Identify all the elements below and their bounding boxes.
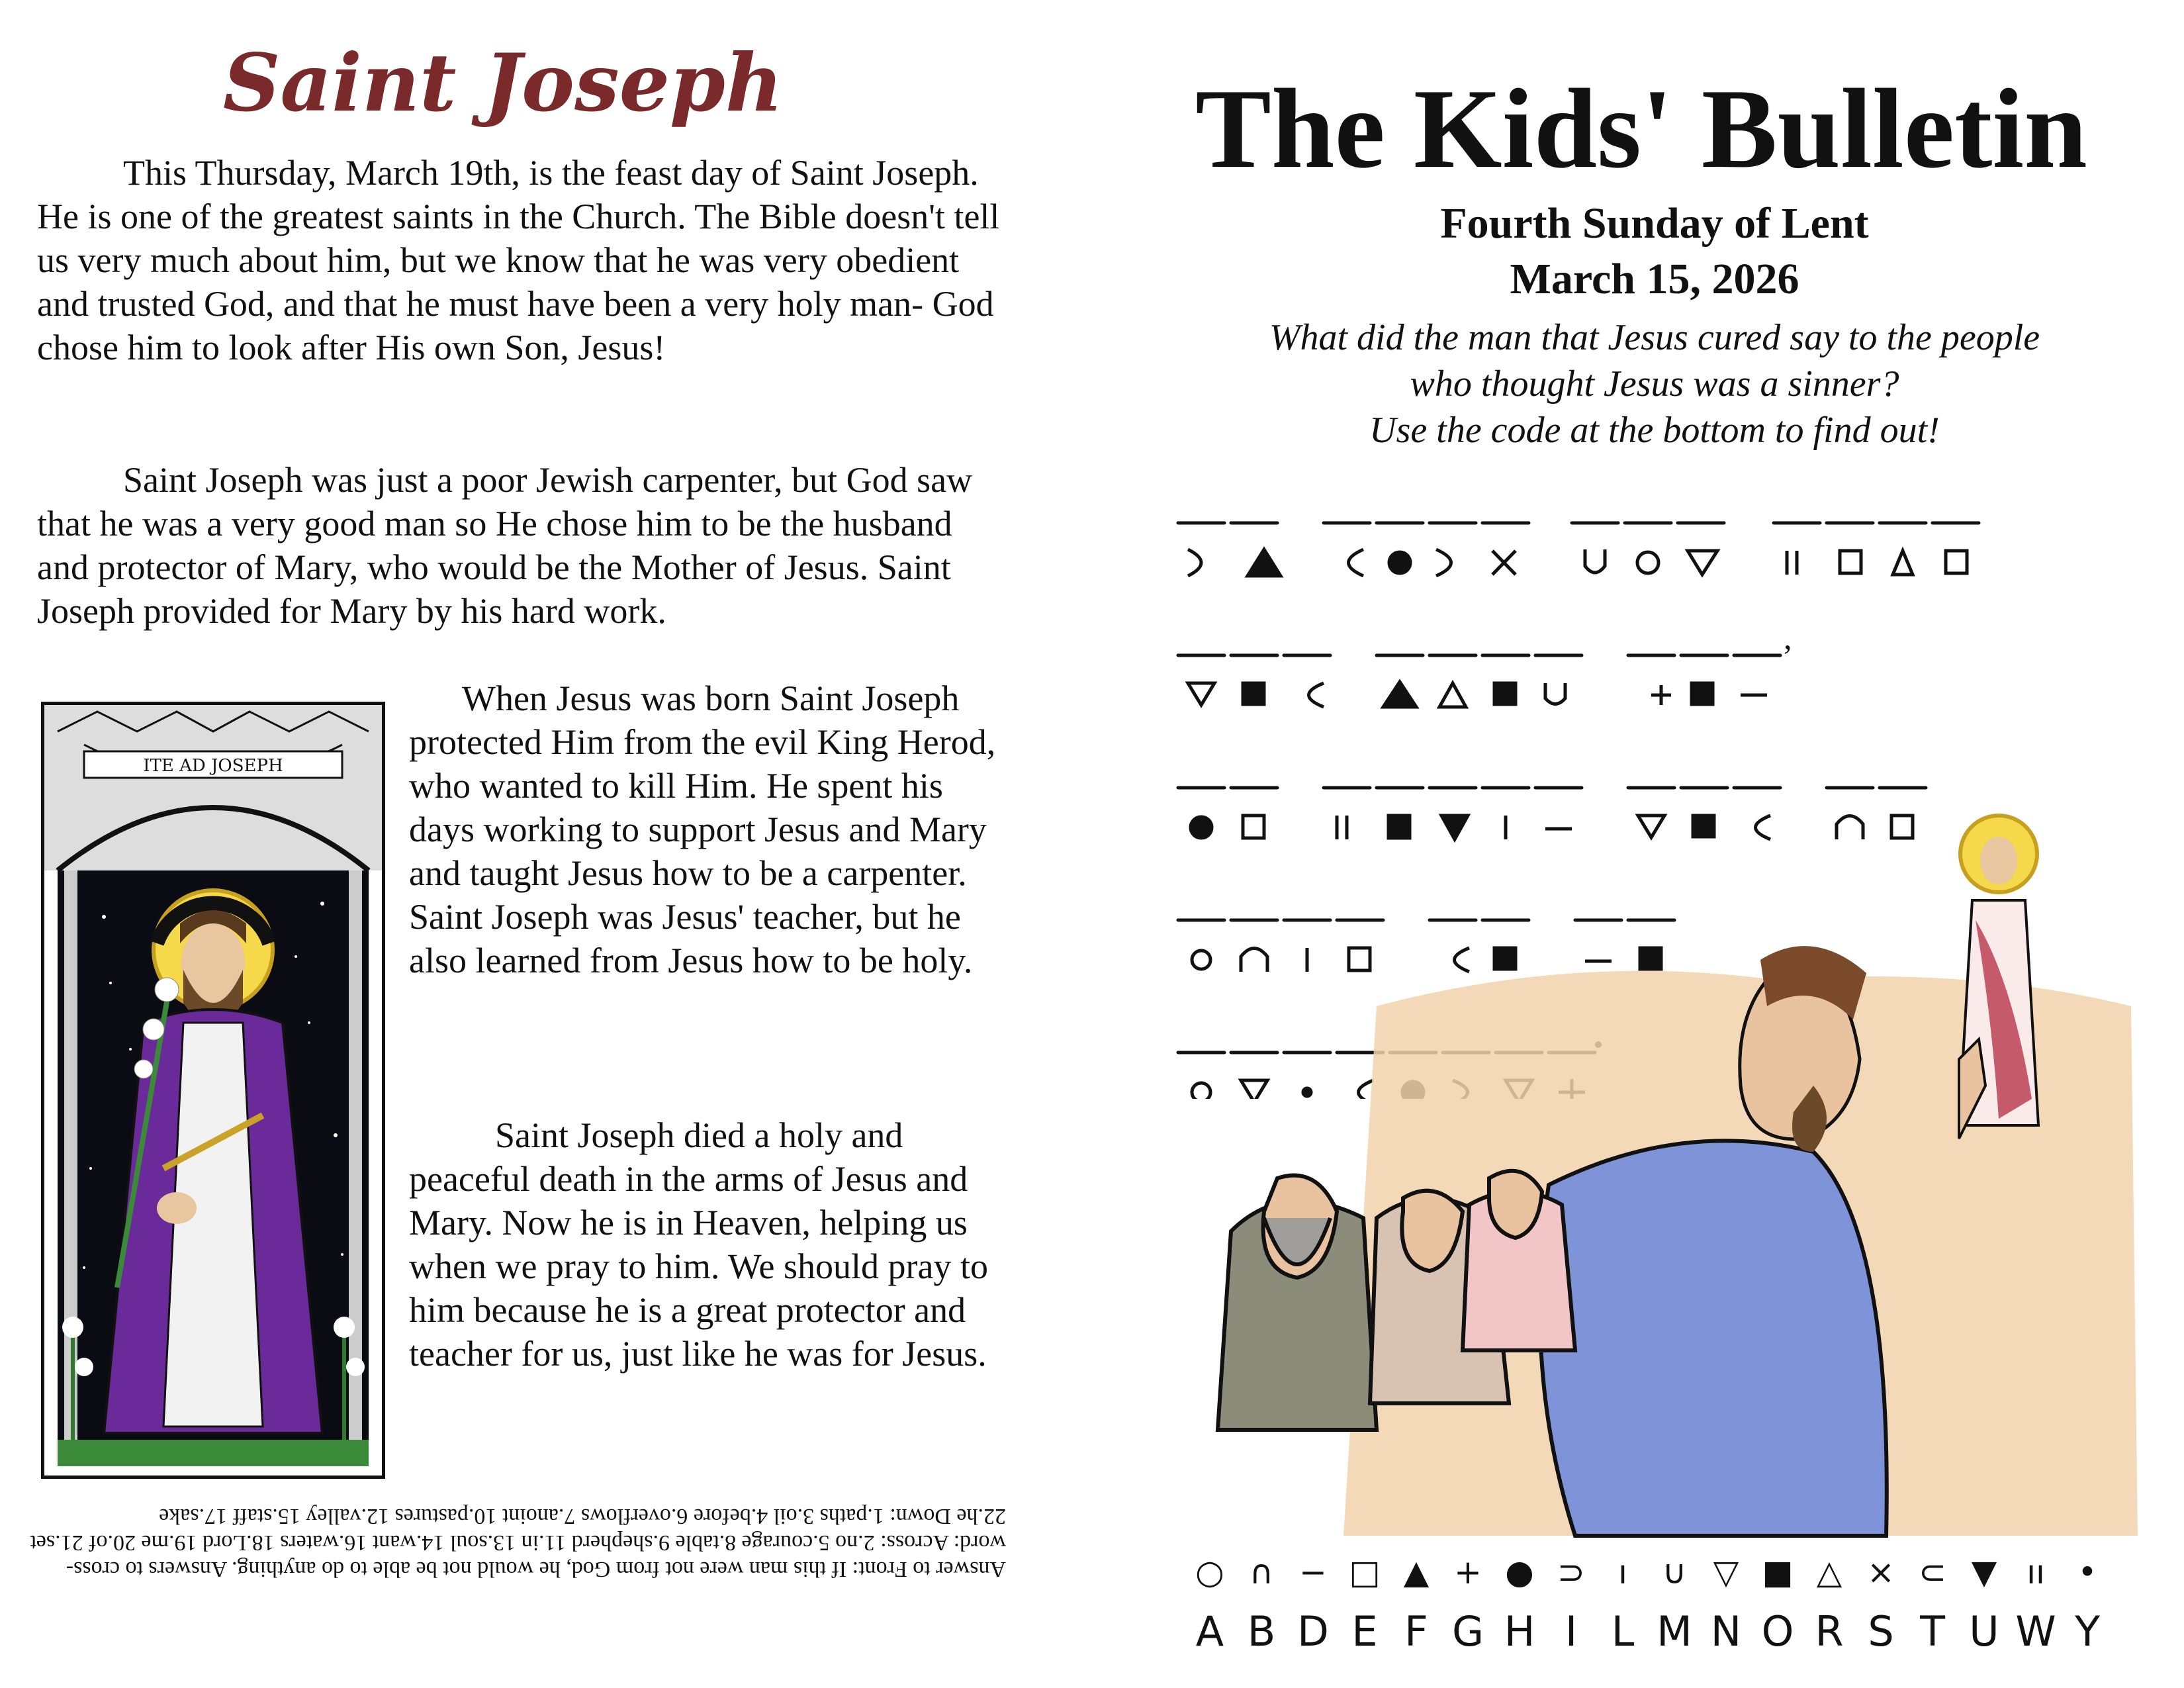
key-letter: R <box>1815 1607 1844 1656</box>
symbol-hook-left: ⊂ <box>1919 1553 1946 1591</box>
question-line: Use the code at the bottom to find out! <box>1369 410 1940 451</box>
bulletin-title: The Kids' Bulletin <box>1195 66 2087 192</box>
key-letter: A <box>1195 1607 1224 1656</box>
paragraph-protector <box>409 677 1005 982</box>
symbol-square-filled: ■ <box>1762 1553 1794 1591</box>
key-letter: W <box>2015 1607 2056 1656</box>
symbol-plus: + <box>1454 1553 1482 1591</box>
key-letter: U <box>1969 1607 1999 1656</box>
paragraph-text: This Thursday, March 19th, is the feast day of Saint Joseph. He is one of the greatest saints in the Church. The Bible doesn't tell us very much about him, but we know that he was very obedient and trusted God, and that he must have been a very holy man- God chose him to look after His own Son, Jesus! <box>37 153 1000 367</box>
key-letter: T <box>1920 1607 1945 1656</box>
key-letter: F <box>1404 1607 1428 1656</box>
cipher-code-key <box>1185 1542 2124 1675</box>
key-letter: O <box>1761 1607 1794 1656</box>
healed-man-illustration <box>1178 808 2171 1542</box>
paragraph-text: Saint Joseph died a holy and peaceful death in the arms of Jesus and Mary. Now he is in Heaven, helping us when we pray to him. We should pray to him because he is a great protector and teacher for us, just like he was for Jesus. <box>409 1115 988 1374</box>
key-letter: D <box>1297 1607 1329 1656</box>
saint-joseph-holy-card <box>41 702 385 1479</box>
upside-down-answers: Answer to Front: If this man were not from God, he would not be able to do anything. Answers to cross-word: Across: 2.no 5.courage 8.table 9.shepherd 11.in 13.soul 14.want 16.waters 18.Lord 19.me 20.of 21.set 22.he Down: 1.paths 3.oil 4.before 6.overflows 7.anoint 10.pastures 12.valley 15.staff 17.sake <box>30 1504 1006 1581</box>
key-letter: I <box>1565 1607 1578 1656</box>
bulletin-date: March 15, 2026 <box>1510 255 1799 303</box>
symbol-dot: ● <box>1505 1553 1534 1591</box>
key-letter: N <box>1710 1607 1742 1656</box>
symbol-triangle: ▲ <box>1403 1553 1430 1591</box>
symbol-small-dot: • <box>2077 1553 2097 1591</box>
symbol-cup: ∪ <box>1662 1553 1687 1591</box>
symbol-triangle-down-outline: ▽ <box>1713 1553 1739 1591</box>
symbol-circle: ○ <box>1195 1553 1224 1591</box>
symbol-arch: ∩ <box>1249 1553 1274 1591</box>
paragraph-text: Saint Joseph was just a poor Jewish carpenter, but God saw that he was a very good man so He chose him to be the husband and protector of Mary, who would be the Mother of Jesus. Saint Joseph provided for Mary by his hard work. <box>37 460 973 631</box>
key-letter: S <box>1868 1607 1894 1656</box>
paragraph-text: When Jesus was born Saint Joseph protected Him from the evil King Herod, who wanted to kill Him. He spent his days working to support Jesus and Mary and taught Jesus how to be a carpenter. Saint Joseph was Jesus' teacher, but he also learned from Jesus how to be holy. <box>409 679 996 980</box>
key-letter: H <box>1504 1607 1535 1656</box>
symbol-triangle-down: ▼ <box>1971 1553 1997 1591</box>
question-line: who thought Jesus was a sinner? <box>1410 363 1899 404</box>
key-letter: B <box>1247 1607 1276 1656</box>
key-letter: M <box>1657 1607 1692 1656</box>
paragraph-feast-day <box>37 151 1003 369</box>
saint-joseph-title: Saint Joseph <box>222 36 784 130</box>
symbol-triangle-outline: △ <box>1816 1553 1843 1591</box>
banner-text: ITE AD JOSEPH <box>143 756 283 776</box>
symbol-dash: − <box>1299 1553 1327 1591</box>
liturgical-day: Fourth Sunday of Lent <box>1440 199 1869 248</box>
paragraph-holy-death <box>409 1113 1005 1376</box>
symbol-double-bar: ıı <box>2026 1553 2045 1591</box>
key-letter: G <box>1451 1607 1484 1656</box>
symbol-x: × <box>1867 1553 1895 1591</box>
svg-text:,: , <box>1784 619 1792 656</box>
key-letter: E <box>1351 1607 1378 1656</box>
symbol-hook-right: ⊃ <box>1557 1553 1585 1591</box>
question-line: What did the man that Jesus cured say to the people <box>1269 317 2040 358</box>
key-letter: Y <box>2075 1607 2100 1656</box>
key-letter: L <box>1611 1607 1635 1656</box>
paragraph-carpenter <box>37 458 1003 633</box>
symbol-square: □ <box>1349 1553 1381 1591</box>
symbol-bar: ı <box>1618 1553 1627 1591</box>
